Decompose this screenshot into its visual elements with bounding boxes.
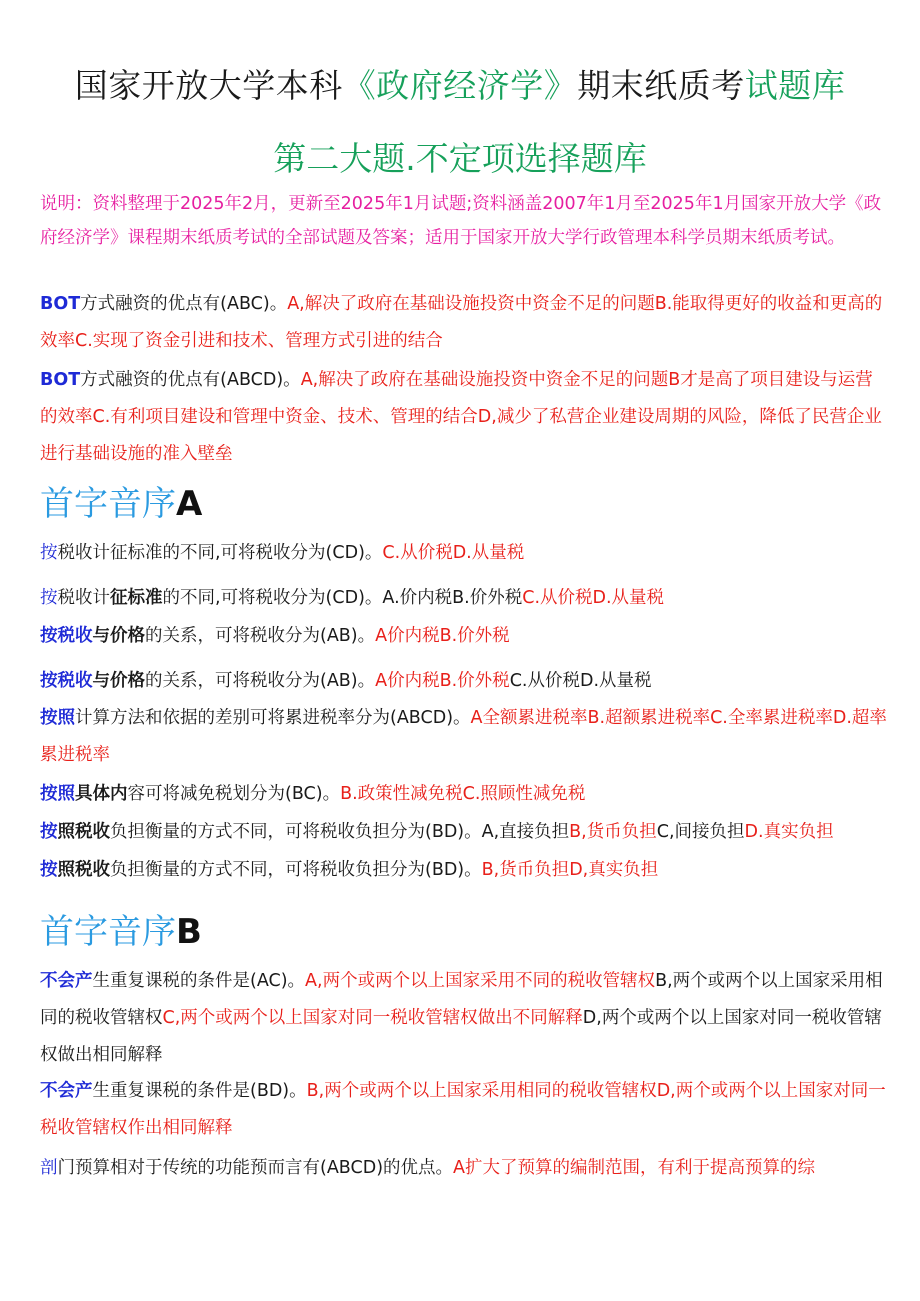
answer-text: A价内税B.价外税 [375, 626, 510, 646]
answer-text: C.从价税D.从量税 [522, 588, 665, 608]
section-heading-b [40, 910, 202, 954]
keyword: 按照 [40, 708, 75, 728]
answer-text: B,两个或两个以上国家采用相同的税收管辖权D,两个或两个以上国家对同一税收管辖权作出相同解释 [40, 1081, 886, 1138]
page-title [0, 62, 920, 110]
description-note: 说明：资料整理于2025年2月，更新至2025年1月试题;资料涵盖2007年1月至2025年1月国家开放大学《政府经济学》课程期末纸质考试的全部试题及答案；适用于国家开放大学行政管理本科学员期末纸质考试。 [40, 194, 882, 248]
question-item [40, 1073, 890, 1147]
title-part-1: 国家开放大学本科 [74, 66, 343, 105]
question-text: 负担衡量的方式不同，可将税收负担分为(BD)。 [110, 860, 482, 880]
question-text: B,两个或两个以上国家采用相同的税收管辖权 [40, 971, 883, 1028]
answer-text: A,两个或两个以上国家采用不同的税收管辖权 [305, 971, 656, 991]
answer-text: B,货币负担 [569, 822, 657, 842]
answer-text: A,解决了政府在基础设施投资中资金不足的问题B才是高了项目建设与运营的效率C.有利项目建设和管理中资金、技术、管理的结合D,减少了私营企业建设周期的风险，降低了民营企业进行基础设施的准入壁垒 [40, 370, 882, 464]
question-item [40, 580, 890, 617]
bold-text: 征标准 [110, 588, 163, 608]
answer-text: A全额累进税率B.超额累进税率C.全率累进税率D.超率累进税率 [40, 708, 887, 765]
keyword: 按税收 [40, 671, 93, 691]
keyword: 按 [40, 822, 58, 842]
question-text: 方式融资的优点有(ABC)。 [80, 294, 288, 314]
question-text: 的关系，可将税收分为(AB)。 [145, 671, 376, 691]
question-item [40, 535, 890, 572]
title-part-3: 期末纸质考 [577, 66, 745, 105]
keyword: 按 [40, 588, 58, 608]
answer-text: A,解决了政府在基础设施投资中资金不足的问题B.能取得更好的收益和更高的效率C.实现了资金引进和技术、管理方式引进的结合 [40, 294, 883, 351]
keyword: 按税收 [40, 626, 93, 646]
section-heading-a [40, 482, 202, 526]
question-item [40, 362, 890, 473]
keyword: 按照 [40, 784, 75, 804]
question-text: 生重复课税的条件是(BD)。 [92, 1081, 307, 1101]
question-text: D,两个或两个以上国家对同一税收管辖权做出相同解释 [40, 1008, 882, 1065]
bold-text: 具体内 [75, 784, 128, 804]
answer-text: D.真实负担 [744, 822, 834, 842]
question-text: 税收计征标准的不同,可将税收分为(CD)。 [57, 543, 383, 563]
question-text: C,间接负担 [656, 822, 745, 842]
answer-text: B,货币负担D,真实负担 [481, 860, 659, 880]
question-item [40, 776, 890, 813]
title-part-4: 试题库 [744, 66, 846, 105]
question-text: C.从价税D.从量税 [509, 671, 652, 691]
question-item [40, 663, 890, 700]
question-text: 税收计 [57, 588, 110, 608]
question-text: 负担衡量的方式不同，可将税收负担分为(BD)。A,直接负担 [110, 822, 570, 842]
question-text: 方式融资的优点有(ABCD)。 [80, 370, 301, 390]
keyword: 不会产 [40, 1081, 93, 1101]
keyword: BOT [40, 294, 81, 314]
question-item [40, 852, 890, 889]
answer-text: B.政策性减免税C.照顾性减免税 [340, 784, 586, 804]
keyword: 剖 [40, 1158, 58, 1178]
answer-text: A价内税B.价外税 [375, 671, 510, 691]
question-item [40, 1150, 890, 1187]
section-letter: A [176, 484, 203, 524]
section-letter: B [176, 912, 202, 952]
answer-text: A扩大了预算的编制范围，有利于提高预算的综 [453, 1158, 816, 1178]
keyword: 按 [40, 860, 58, 880]
keyword: BOT [40, 370, 81, 390]
question-text: 的关系，可将税收分为(AB)。 [145, 626, 376, 646]
question-text: 门预算相对于传统的功能预而言有(ABCD)的优点。 [57, 1158, 454, 1178]
section-label: 首字音序 [40, 484, 176, 524]
bold-text: 与价格 [92, 671, 145, 691]
question-item [40, 963, 890, 1074]
bold-text: 照税收 [57, 860, 110, 880]
question-item [40, 618, 890, 655]
question-item [40, 286, 890, 360]
bold-text: 与价格 [92, 626, 145, 646]
question-text: 的不同,可将税收分为(CD)。A.价内税B.价外税 [162, 588, 523, 608]
question-text: 容可将减免税划分为(BC)。 [127, 784, 341, 804]
section-label: 首字音序 [40, 912, 176, 952]
page-subtitle: 第二大题.不定项选择题库 [273, 139, 647, 178]
answer-text: C,两个或两个以上国家对同一税收管辖权做出不同解释 [162, 1008, 583, 1028]
title-part-2: 《政府经济学》 [342, 66, 578, 105]
question-item [40, 700, 890, 774]
keyword: 按 [40, 543, 58, 563]
bold-text: 照税收 [57, 822, 110, 842]
question-text: 计算方法和依据的差别可将累进税率分为(ABCD)。 [75, 708, 471, 728]
question-text: 生重复课税的条件是(AC)。 [92, 971, 306, 991]
question-item [40, 814, 890, 851]
answer-text: C.从价税D.从量税 [382, 543, 525, 563]
keyword: 不会产 [40, 971, 93, 991]
